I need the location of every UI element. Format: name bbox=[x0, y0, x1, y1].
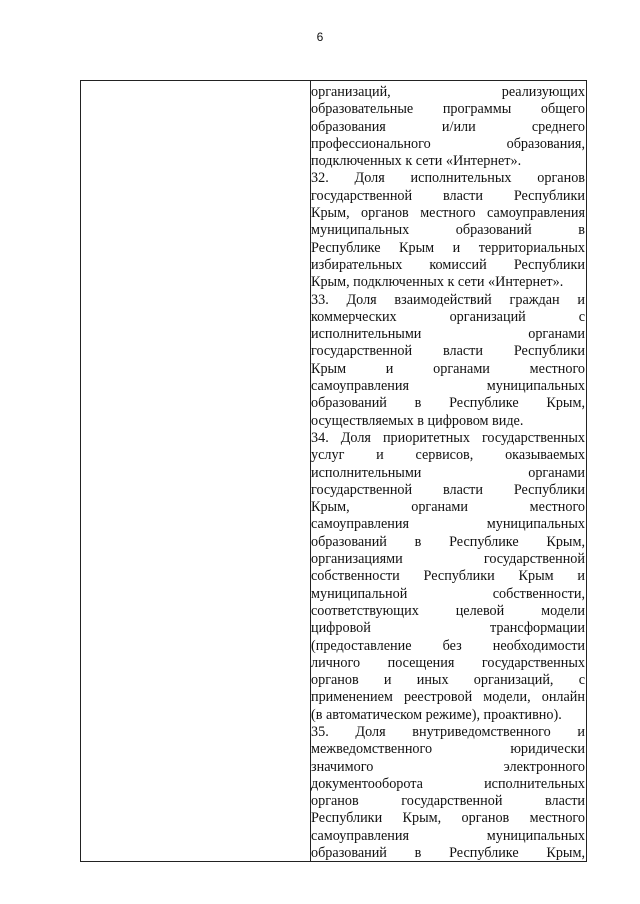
text-line: муниципальной собственности, bbox=[311, 585, 585, 602]
indicators-table bbox=[80, 80, 587, 862]
text-line: Республики Крым, органов местного bbox=[311, 810, 585, 827]
text-line: образовательные программы общего bbox=[311, 101, 585, 118]
text-line: образований в Республике Крым, bbox=[311, 845, 585, 862]
text-line: Республике Крым и территориальных bbox=[311, 239, 585, 256]
text-line: образований в Республике Крым, bbox=[311, 395, 585, 412]
text-line: Крым, органами местного bbox=[311, 499, 585, 516]
text-line: цифровой трансформации bbox=[311, 620, 585, 637]
text-line: государственной власти Республики bbox=[311, 187, 585, 204]
text-line: муниципальных образований в bbox=[311, 222, 585, 239]
text-line: коммерческих организаций с bbox=[311, 308, 585, 325]
text-line: Крым и органами местного bbox=[311, 360, 585, 377]
text-line: (в автоматическом режиме), проактивно). bbox=[311, 706, 562, 723]
text-line: избирательных комиссий Республики bbox=[311, 256, 585, 273]
text-line: применением реестровой модели, онлайн bbox=[311, 689, 585, 706]
text-line: организациями государственной bbox=[311, 551, 585, 568]
text-line: 34. Доля приоритетных государственных bbox=[311, 429, 585, 446]
text-line: личного посещения государственных bbox=[311, 654, 585, 671]
text-line: образований в Республике Крым, bbox=[311, 533, 585, 550]
text-line: исполнительными органами bbox=[311, 464, 585, 481]
text-line: органов государственной власти bbox=[311, 793, 585, 810]
table-right-column bbox=[311, 84, 585, 862]
text-line: профессионального образования, bbox=[311, 135, 585, 152]
text-line: самоуправления муниципальных bbox=[311, 827, 585, 844]
text-line: подключенных к сети «Интернет». bbox=[311, 153, 522, 170]
text-line: Крым, подключенных к сети «Интернет». bbox=[311, 274, 564, 291]
text-line: соответствующих целевой модели bbox=[311, 602, 585, 619]
text-line: документооборота исполнительных bbox=[311, 775, 585, 792]
text-line: органов и иных организаций, с bbox=[311, 672, 585, 689]
text-line: исполнительными органами bbox=[311, 326, 585, 343]
text-line: самоуправления муниципальных bbox=[311, 516, 585, 533]
text-line: осуществляемых в цифровом виде. bbox=[311, 412, 524, 429]
text-line: 35. Доля внутриведомственного и bbox=[311, 723, 585, 740]
text-line: межведомственного юридически bbox=[311, 741, 585, 758]
page-number: 6 bbox=[316, 30, 324, 44]
text-line: 32. Доля исполнительных органов bbox=[311, 170, 585, 187]
text-line: 33. Доля взаимодействий граждан и bbox=[311, 291, 585, 308]
text-line: государственной власти Республики bbox=[311, 481, 585, 498]
text-line: собственности Республики Крым и bbox=[311, 568, 585, 585]
text-line: организаций, реализующих bbox=[311, 84, 585, 100]
text-line: государственной власти Республики bbox=[311, 343, 585, 360]
text-line: (предоставление без необходимости bbox=[311, 637, 585, 654]
text-line: самоуправления муниципальных bbox=[311, 378, 585, 395]
text-line: значимого электронного bbox=[311, 758, 585, 775]
table-left-column bbox=[81, 81, 311, 861]
text-line: Крым, органов местного самоуправления bbox=[311, 205, 585, 222]
text-line: образования и/или среднего bbox=[311, 118, 585, 135]
text-line: услуг и сервисов, оказываемых bbox=[311, 447, 585, 464]
